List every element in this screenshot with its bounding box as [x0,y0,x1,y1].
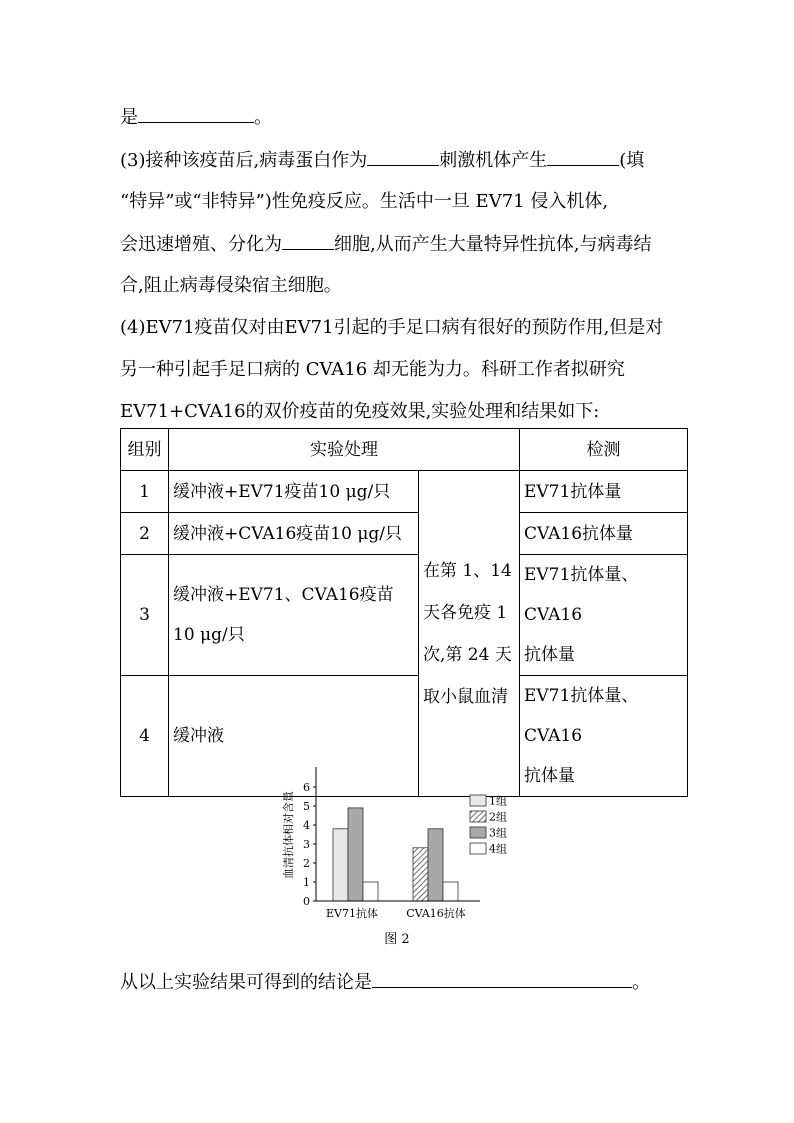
table-cell-group: 3 [121,555,169,676]
question-3-line-2: “特异”或“非特异”)性免疫反应。生活中一旦 EV71 侵入机体, [120,191,609,212]
y-tick-label: 4 [303,819,310,832]
bar-1-group-4 [363,882,378,901]
table-header-row [121,429,688,471]
question-4-line-3: EV71+CVA16的双价疫苗的免疫效果,实验处理和结果如下: [120,401,600,422]
answer-blank-1[interactable] [138,105,254,123]
table-cell-treatment: 缓冲液+EV71疫苗10 μg/只 [169,471,419,513]
figure-caption: 图 2 [384,932,410,947]
legend-swatch-1 [470,795,486,806]
legend-label: 4组 [489,842,507,856]
y-tick-label: 5 [303,800,310,813]
bar-2-group-3 [428,829,443,901]
antibody-bar-chart [280,765,520,925]
table-row [121,513,688,555]
y-axis-ticks [303,781,316,908]
question-3-line-3: 会迅速增殖、分化为 细胞,从而产生大量特异性抗体,与病毒结 [120,234,652,255]
answer-blank-2[interactable] [367,148,439,166]
question-4-line-1: (4)EV71疫苗仅对由EV71引起的手足口病有很好的预防作用,但是对 [120,317,664,338]
table-header: 实验处理 [169,429,520,471]
table-cell-group: 1 [121,471,169,513]
legend-label: 3组 [489,826,507,840]
chart-legend [470,795,507,856]
x-tick-label: CVA16抗体 [406,907,466,920]
table-row [121,555,688,676]
y-axis-label: 血清抗体相对含量 [282,791,295,879]
conclusion-line: 从以上实验结果可得到的结论是 。 [120,972,650,993]
answer-blank-4[interactable] [282,232,334,250]
table-cell-group: 2 [121,513,169,555]
legend-swatch-4 [470,843,486,854]
table-cell-treatment: 缓冲液 [169,676,419,797]
answer-blank-5[interactable] [372,970,632,988]
table-row [121,471,688,513]
table-header: 组别 [121,429,169,471]
bar-1-group-1 [333,829,348,901]
y-tick-label: 1 [303,876,310,889]
table-cell-detect: EV71抗体量 [520,471,688,513]
question-3-line-1: (3)接种该疫苗后,病毒蛋白作为 刺激机体产生 (填 [120,150,645,171]
table-cell-schedule: 在第 1、14 天各免疫 1 次,第 24 天 取小鼠血清 [419,471,520,797]
legend-label: 2组 [489,810,507,824]
bar-2-group-4 [443,882,458,901]
answer-line-1: 是 。 [120,107,272,128]
table-cell-detect: CVA16抗体量 [520,513,688,555]
answer-blank-3[interactable] [547,148,619,166]
table-cell-treatment: 缓冲液+CVA16疫苗10 μg/只 [169,513,419,555]
table-cell-treatment: 缓冲液+EV71、CVA16疫苗 10 μg/只 [169,555,419,676]
table-cell-detect: EV71抗体量、CVA16 抗体量 [520,676,688,797]
table-cell-group: 4 [121,676,169,797]
chart-bars [333,808,458,901]
table-cell-detect: EV71抗体量、CVA16 抗体量 [520,555,688,676]
legend-swatch-3 [470,827,486,838]
experiment-table [120,428,688,797]
y-tick-label: 6 [303,781,310,794]
question-4-line-2: 另一种引起手足口病的 CVA16 却无能为力。科研工作者拟研究 [120,359,625,380]
question-3-line-4: 合,阻止病毒侵染宿主细胞。 [120,275,342,296]
legend-swatch-2 [470,811,486,822]
y-tick-label: 0 [303,895,310,908]
bar-1-group-3 [348,808,363,901]
y-tick-label: 2 [303,857,310,870]
table-header: 检测 [520,429,688,471]
y-tick-label: 3 [303,838,310,851]
legend-label: 1组 [489,794,507,808]
bar-2-group-2 [413,848,428,901]
x-tick-label: EV71抗体 [326,907,378,920]
